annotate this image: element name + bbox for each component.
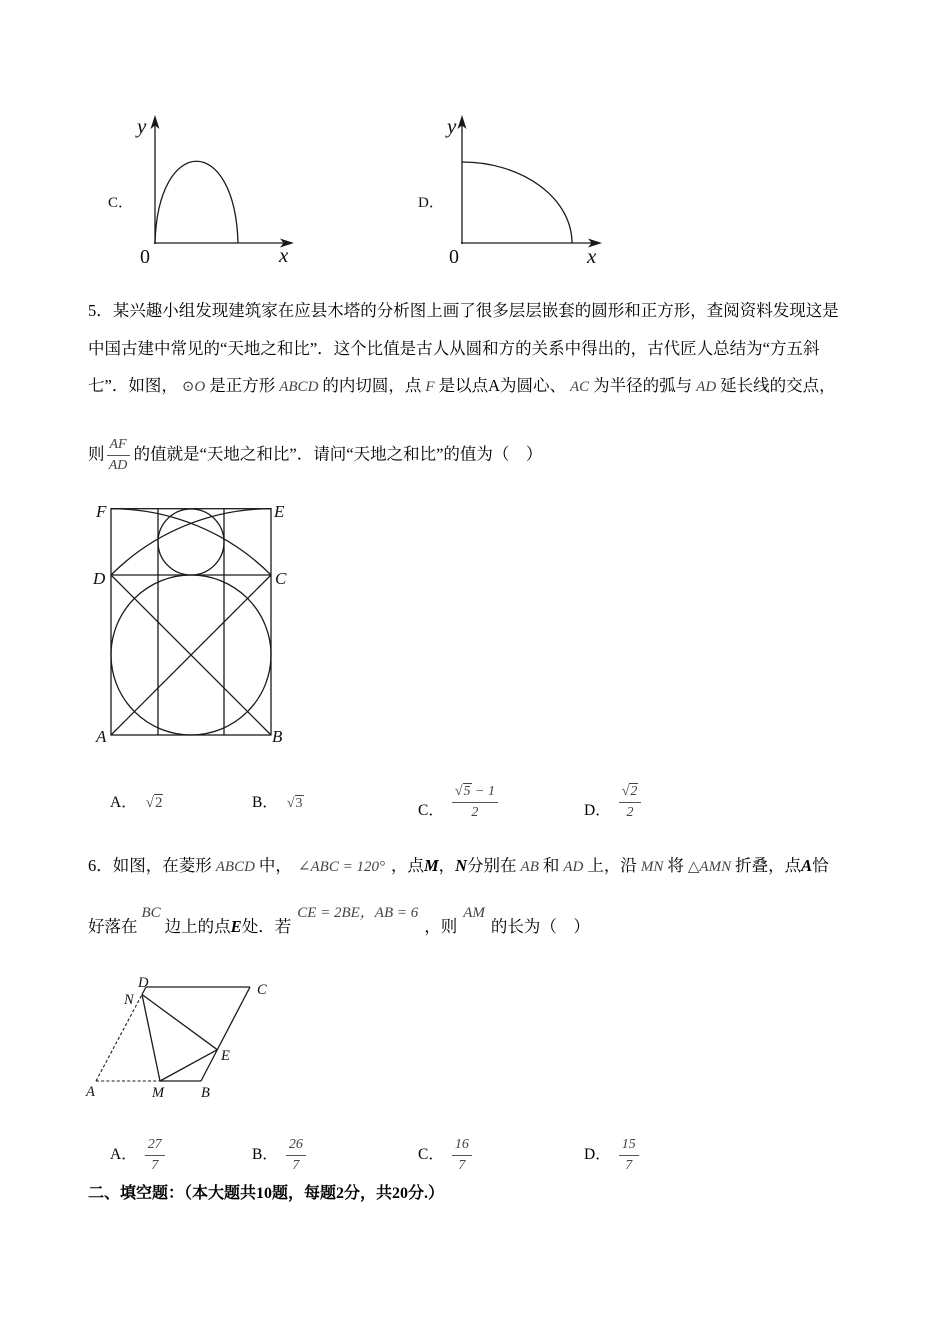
radicand: 2 bbox=[630, 784, 638, 799]
option-label: D． bbox=[584, 1146, 611, 1164]
q5-figure bbox=[88, 495, 296, 751]
option-label: C． bbox=[418, 802, 444, 820]
fraction-sqrt2-over-2 bbox=[619, 784, 642, 821]
option-d-curve bbox=[462, 162, 572, 243]
option-label: D． bbox=[584, 802, 611, 820]
section-2-heading: 二、填空题：（本大题共10题，每题2分，共20分.） bbox=[88, 1185, 445, 1202]
q6-text: 折叠，点 bbox=[735, 856, 802, 875]
q6-text: 中， bbox=[258, 856, 292, 875]
fraction-denominator: 7 bbox=[625, 1158, 633, 1173]
arc-d-to-e bbox=[111, 509, 271, 575]
q5-option-a bbox=[110, 793, 163, 813]
q5-line-2: 中国古建中常见的“天地之和比”．这个比值是古人从圆和方的关系中得出的，古代匠人总结为“方五斜 bbox=[88, 339, 820, 358]
q6-math-abcd: ABCD bbox=[215, 859, 255, 875]
label-c: C bbox=[275, 569, 287, 588]
q5-text: 则 bbox=[88, 444, 105, 464]
q6-text: 和 bbox=[542, 856, 560, 875]
label-d: D bbox=[138, 975, 149, 991]
option-d-label: D． bbox=[418, 195, 444, 211]
option-label: A． bbox=[110, 1146, 137, 1164]
q6-text: 将 bbox=[667, 856, 684, 875]
radical-sign: √ bbox=[454, 784, 463, 799]
q5-option-c bbox=[418, 784, 498, 830]
q6-point-m: M bbox=[423, 856, 439, 875]
q6-math-triangle-amn: △AMN bbox=[687, 859, 732, 875]
q6-math-angle-abc: ∠ABC = 120° bbox=[297, 859, 385, 875]
option-d-y-label: y bbox=[447, 114, 457, 138]
label-b: B bbox=[201, 1085, 210, 1101]
q6-text: 6．如图，在菱形 bbox=[88, 856, 212, 875]
outer-rectangle-abef bbox=[111, 509, 271, 735]
fraction-numerator: 27 bbox=[145, 1137, 165, 1156]
label-e: E bbox=[221, 1048, 230, 1064]
option-c-origin-label: 0 bbox=[140, 246, 150, 268]
q6-text: 处．若 bbox=[241, 917, 292, 936]
fraction-sqrt5-minus-1-over-2 bbox=[452, 784, 498, 821]
label-m: M bbox=[152, 1085, 165, 1101]
fraction bbox=[452, 1137, 472, 1174]
option-label: A． bbox=[110, 794, 137, 811]
option-c-label: C． bbox=[108, 195, 134, 211]
label-d: D bbox=[93, 569, 106, 588]
q6-option-d bbox=[584, 1137, 639, 1174]
label-b: B bbox=[272, 727, 283, 746]
q6-option-a bbox=[110, 1137, 165, 1174]
radicand: 2 bbox=[154, 795, 163, 811]
label-a: A bbox=[96, 727, 107, 746]
radical-sign: √ bbox=[621, 784, 630, 799]
q5-text: 的值就是“天地之和比”．请问“天地之和比”的值为（ ） bbox=[133, 444, 543, 464]
fraction-denominator: 7 bbox=[292, 1158, 300, 1173]
q4-graph-options bbox=[80, 105, 620, 275]
option-label: C． bbox=[418, 1146, 444, 1164]
q6-point-e: E bbox=[230, 917, 242, 936]
q5-math-ad: AD bbox=[696, 379, 717, 395]
fraction-denominator: 7 bbox=[458, 1158, 466, 1173]
radical-sign: √ bbox=[145, 795, 154, 811]
q5-text: 延长线的交点， bbox=[720, 376, 836, 395]
label-e: E bbox=[274, 502, 285, 521]
q5-text: 七”．如图， bbox=[88, 376, 178, 395]
q6-math-conditions: CE = 2BE，AB = 6 bbox=[297, 905, 419, 921]
label-n: N bbox=[124, 992, 134, 1008]
fraction bbox=[619, 1137, 639, 1174]
segment-cb bbox=[201, 987, 250, 1081]
q6-option-b bbox=[252, 1137, 306, 1174]
q6-text: 上，沿 bbox=[587, 856, 637, 875]
q6-text: 的长为（ ） bbox=[490, 917, 590, 936]
label-a: A bbox=[86, 1084, 95, 1100]
q6-math-ad: AD bbox=[563, 859, 584, 875]
radicand: 5 bbox=[463, 784, 471, 799]
q6-point-a: A bbox=[801, 856, 813, 875]
fraction bbox=[145, 1137, 165, 1174]
option-c-y-label: y bbox=[137, 114, 147, 138]
q6-point-n: N bbox=[455, 856, 468, 875]
option-d-x-label: x bbox=[587, 244, 597, 268]
q5-option-d bbox=[584, 784, 641, 830]
q6-math-am: AM bbox=[463, 905, 485, 921]
q6-text: 好落在 bbox=[88, 917, 138, 936]
sqrt-2 bbox=[146, 795, 164, 811]
q6-figure bbox=[80, 970, 280, 1105]
q6-text: ，则 bbox=[424, 917, 458, 936]
q6-line-2 bbox=[88, 905, 590, 938]
numerator-rest: − 1 bbox=[471, 784, 495, 799]
fraction-numerator: 15 bbox=[619, 1137, 639, 1156]
small-circle bbox=[158, 509, 224, 575]
dashed-segment-an bbox=[96, 995, 142, 1082]
option-d-graph bbox=[418, 114, 602, 268]
label-c: C bbox=[257, 982, 267, 998]
fraction-denominator: 7 bbox=[151, 1158, 159, 1173]
label-f: F bbox=[96, 502, 107, 521]
segment-nm bbox=[142, 995, 160, 1082]
option-label: B． bbox=[252, 794, 278, 811]
fraction-denominator: AD bbox=[108, 458, 128, 473]
q5-text: 是以点A为圆心、 bbox=[438, 376, 566, 395]
q5-text: 为半径的弧与 bbox=[593, 376, 693, 395]
q5-line-3 bbox=[88, 376, 836, 397]
q5-fraction-af-ad bbox=[107, 437, 130, 474]
q6-text: ， bbox=[438, 856, 456, 875]
q6-text: 边上的点 bbox=[164, 917, 231, 936]
q6-option-c bbox=[418, 1137, 472, 1174]
q5-text: 的内切圆，点 bbox=[322, 376, 422, 395]
radical-sign: √ bbox=[286, 796, 295, 811]
radicand: 3 bbox=[295, 796, 303, 811]
fraction-numerator bbox=[452, 784, 498, 803]
q6-math-mn: MN bbox=[640, 859, 664, 875]
q6-math-ab: AB bbox=[520, 859, 539, 875]
q5-line-1: 5．某兴趣小组发现建筑家在应县木塔的分析图上画了很多层层嵌套的圆形和正方形，查阅资料发现这是 bbox=[88, 301, 839, 320]
fraction-denominator: 2 bbox=[471, 805, 479, 820]
option-c-x-label: x bbox=[279, 243, 289, 267]
fraction-numerator: 26 bbox=[286, 1137, 306, 1156]
q5-line-4 bbox=[88, 437, 542, 474]
q5-text: 是正方形 bbox=[209, 376, 276, 395]
fraction bbox=[286, 1137, 306, 1174]
q5-math-f: F bbox=[425, 379, 435, 395]
option-d-origin-label: 0 bbox=[449, 246, 459, 268]
option-label: B． bbox=[252, 1146, 278, 1164]
option-c-graph bbox=[108, 114, 294, 268]
fraction-numerator: 16 bbox=[452, 1137, 472, 1156]
fraction-denominator: 2 bbox=[626, 805, 634, 820]
q6-text: ，点 bbox=[390, 856, 424, 875]
q5-math-circle-o: ⊙O bbox=[181, 379, 206, 395]
q6-math-bc: BC bbox=[141, 905, 161, 921]
sqrt-3 bbox=[287, 796, 304, 811]
q6-text: 分别在 bbox=[467, 856, 517, 875]
arc-c-to-f bbox=[111, 509, 271, 575]
q5-option-b bbox=[252, 793, 304, 814]
q6-text: 恰 bbox=[812, 856, 829, 875]
q6-line-1 bbox=[88, 856, 829, 877]
option-c-curve bbox=[155, 161, 238, 243]
segment-ne bbox=[142, 995, 217, 1050]
fraction-numerator: AF bbox=[107, 437, 130, 456]
q5-math-abcd: ABCD bbox=[279, 379, 319, 395]
q5-math-ac: AC bbox=[570, 379, 590, 395]
fraction-numerator bbox=[619, 784, 642, 803]
